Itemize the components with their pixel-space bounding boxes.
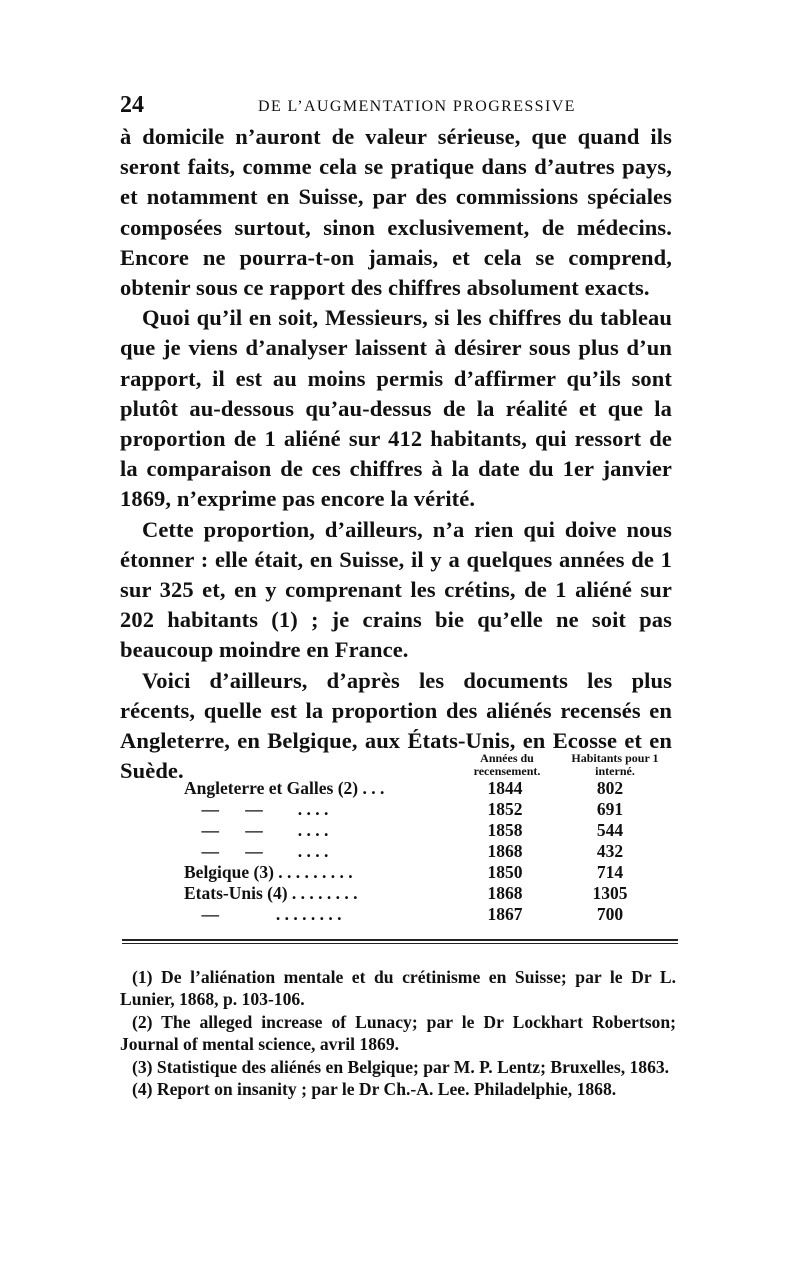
row-ratio: 544 xyxy=(596,820,624,840)
table-row xyxy=(120,778,680,798)
table-row xyxy=(120,820,680,840)
row-label: — — . . . . xyxy=(184,820,329,840)
row-ratio: 714 xyxy=(596,862,624,882)
column-header-ratio: Habitants pour 1 interné. xyxy=(571,751,659,778)
footnotes xyxy=(120,966,676,1100)
row-year: 1867 xyxy=(487,904,523,924)
table-row xyxy=(120,904,680,924)
row-ratio: 691 xyxy=(596,799,624,819)
row-year: 1858 xyxy=(487,820,523,840)
footnote-2: (2) The alleged increase of Lunacy; par le Dr Lockhart Robertson; Journal of mental science, avril 1869. xyxy=(120,1011,676,1055)
running-title: DE L’AUGMENTATION PROGRESSIVE xyxy=(258,98,576,115)
row-ratio: 1305 xyxy=(592,883,628,903)
footnote-4: (4) Report on insanity ; par le Dr Ch.-A. Lee. Philadelphie, 1868. xyxy=(132,1079,617,1100)
row-label: — — . . . . xyxy=(184,799,329,819)
table-row xyxy=(120,841,680,861)
table-row xyxy=(120,799,680,819)
row-label: — — . . . . xyxy=(184,841,329,861)
paragraph-2: Quoi qu’il en soit, Messieurs, si les chiffres du tableau que je viens d’analyser laissent à désirer sous plus d’un rapport, il est au moins permis d’affirmer qu’ils sont plutôt au-dessous qu’au-dessus de la réalité et que la proportion de 1 aliéné sur 412 habitants, qui ressort de la comparaison de ces chiffres à la date du 1er janvier 1869, n’exprime pas encore la vérité. xyxy=(120,305,672,512)
row-year: 1844 xyxy=(487,778,523,798)
row-ratio: 700 xyxy=(596,904,624,924)
row-year: 1868 xyxy=(487,841,523,861)
paragraph-3: Cette proportion, d’ailleurs, n’a rien qui doive nous étonner : elle était, en Suisse, il y a quelques années de 1 sur 325 et, en y comprenant les crétins, de 1 aliéné sur 202 habitants (1) ; je crains bie qu’elle ne soit pas beaucoup moindre en France. xyxy=(120,516,672,663)
column-header-year: Années du recensement. xyxy=(473,751,541,778)
page-header xyxy=(120,92,680,122)
row-ratio: 802 xyxy=(596,778,624,798)
row-ratio: 432 xyxy=(596,841,624,861)
row-label: Belgique (3) . . . . . . . . . xyxy=(184,862,353,882)
row-year: 1850 xyxy=(487,862,523,882)
footnote-separator xyxy=(122,939,678,941)
row-label: Angleterre et Galles (2) . . . xyxy=(184,778,385,798)
body-text xyxy=(120,122,672,786)
table-row xyxy=(120,883,680,903)
row-label: Etats-Unis (4) . . . . . . . . xyxy=(184,883,358,903)
row-year: 1852 xyxy=(487,799,523,819)
statistics-table xyxy=(120,752,680,932)
page-number: 24 xyxy=(120,92,144,118)
paragraph-1: à domicile n’auront de valeur sérieuse, que quand ils seront faits, comme cela se pratique dans d’autres pays, et notamment en Suisse, par des commissions spéciales composées surtout, sinon exclusivement, de médecins. Encore ne pourra-t-on jamais, et cela se comprend, obtenir sous ce rapport des chiffres absolument exacts. xyxy=(120,124,672,301)
row-year: 1868 xyxy=(487,883,523,903)
paragraph-4: Voici d’ailleurs, d’après les documents les plus récents, quelle est la proportion des aliénés recensés en Angleterre, en Belgique, aux États-Unis, en Ecosse et en Suède. xyxy=(120,667,672,784)
footnote-separator-thin xyxy=(122,943,678,944)
footnote-3: (3) Statistique des aliénés en Belgique; par M. P. Lentz; Bruxelles, 1863. xyxy=(132,1056,670,1077)
table-row xyxy=(120,862,680,882)
row-label: — . . . . . . . . xyxy=(184,904,342,924)
footnote-1: (1) De l’aliénation mentale et du crétinisme en Suisse; par le Dr L. Lunier, 1868, p. 103-106. xyxy=(120,967,676,1010)
